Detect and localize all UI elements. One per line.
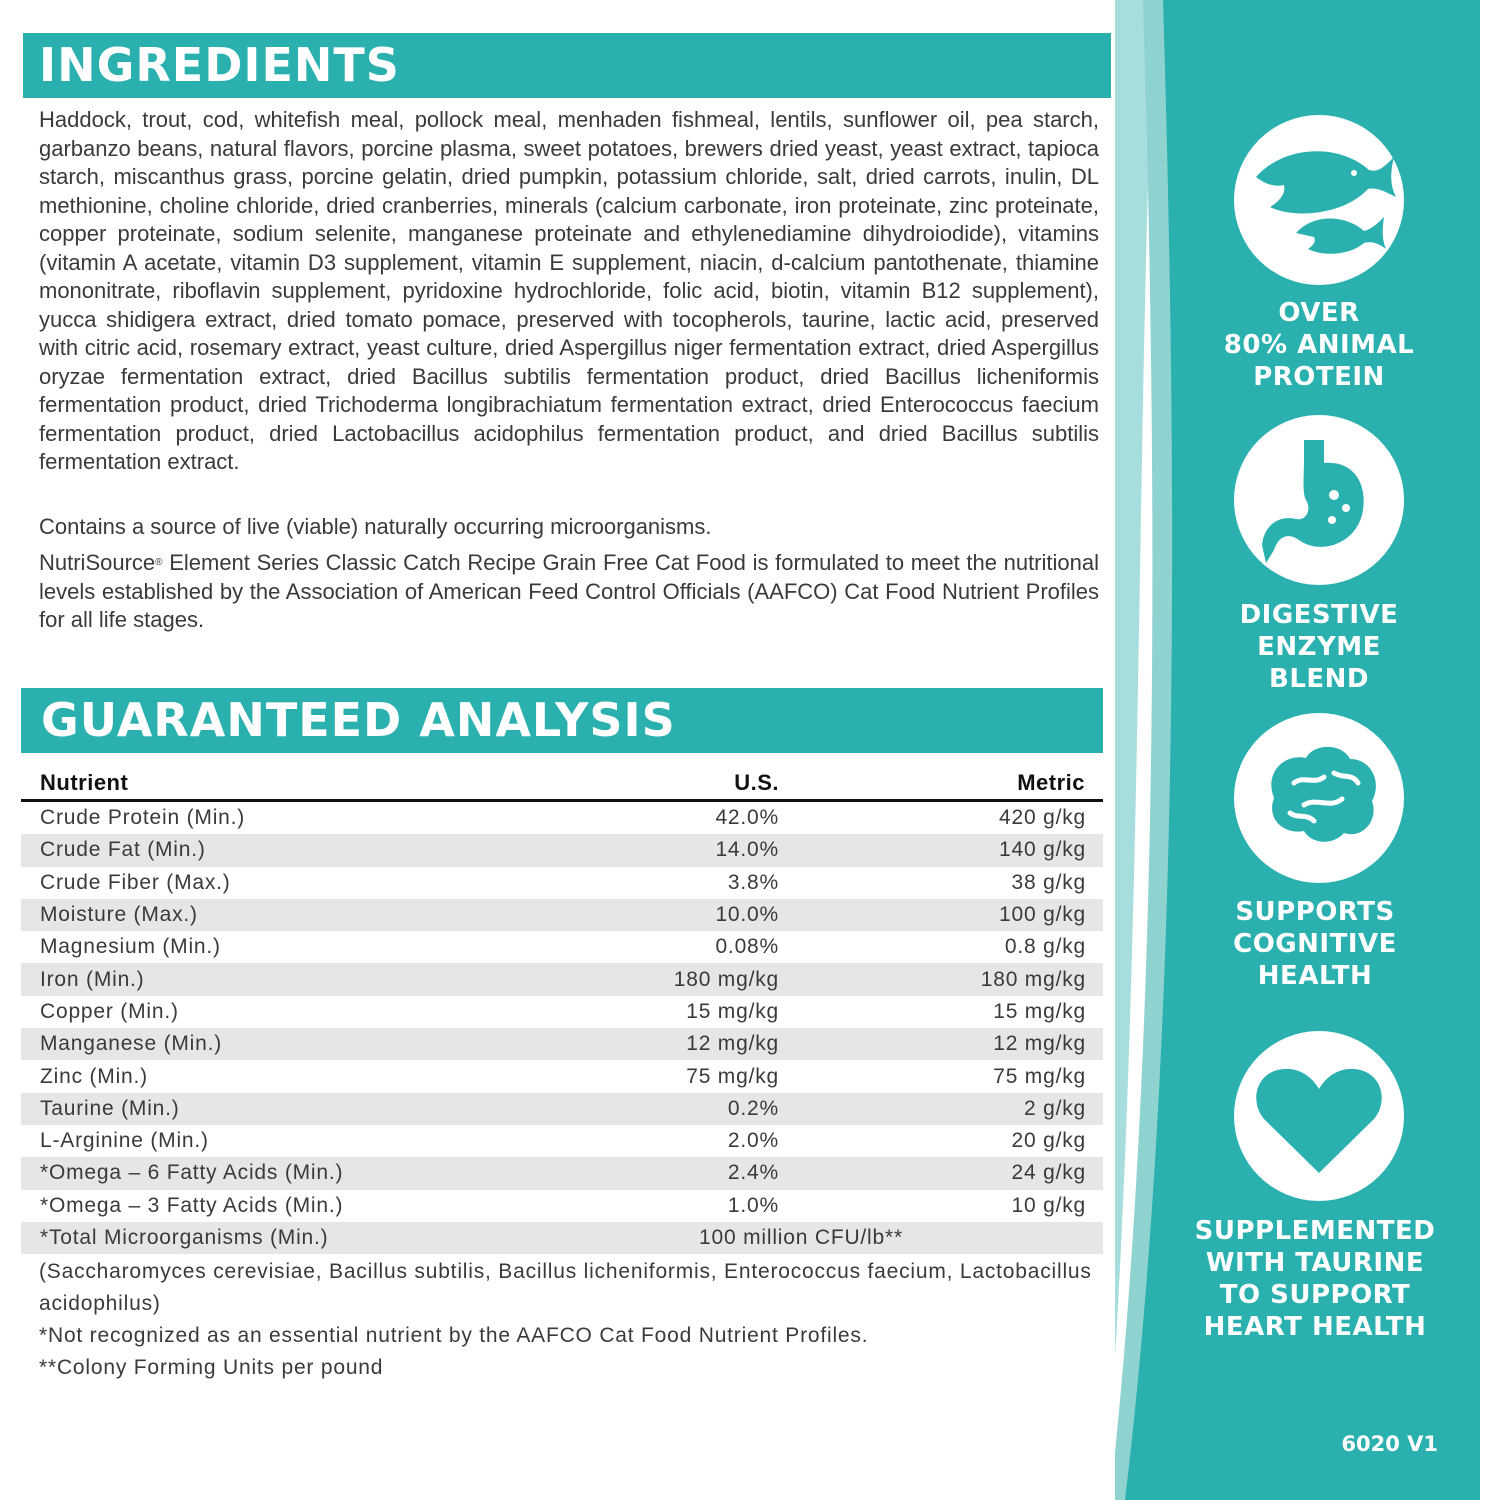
feature-label-line: SUPPLEMENTED	[1194, 1216, 1436, 1246]
stomach-icon	[1234, 415, 1404, 585]
metric-value-cell: 12 mg/kg	[779, 1028, 1103, 1060]
us-value-cell: 12 mg/kg	[600, 1028, 779, 1060]
table-row	[21, 801, 1103, 835]
heart-icon	[1234, 1031, 1404, 1201]
metric-value-cell: 24 g/kg	[779, 1157, 1103, 1189]
us-value-cell: 0.2%	[600, 1093, 779, 1125]
nutrient-cell: Moisture (Max.)	[21, 899, 600, 931]
feature-sidebar	[1115, 0, 1500, 1500]
table-row	[21, 963, 1103, 995]
ingredients-text: Haddock, trout, cod, whitefish meal, pollock meal, menhaden fishmeal, lentils, sunflower oil, pea starch, garbanzo beans, natural flavors, porcine plasma, sweet potatoes, brewers dried yeast, yeast extract, tapioca starch, miscanthus grass, porcine gelatin, dried pumpkin, potassium chloride, salt, dried carrots, inulin, DL methionine, choline chloride, dried cranberries, minerals (calcium carbonate, iron proteinate, zinc proteinate, copper proteinate, sodium selenite, manganese proteinate and ethylenediamine dihydroiodide), vitamins (vitamin A acetate, vitamin D3 supplement, vitamin E supplement, niacin, d-calcium pantothenate, thiamine mononitrate, riboflavin supplement, pyridoxine hydrochloride, folic acid, biotin, vitamin B12 supplement), yucca shidigera extract, dried tomato pomace, preserved with tocopherols, taurine, lactic acid, preserved with citric acid, rosemary extract, yeast culture, dried Aspergillus niger fermentation extract, dried Aspergillus oryzae fermentation extract, dried Bacillus subtilis fermentation product, dried Bacillus licheniformis fermentation product, dried Trichoderma longibrachiatum fermentation extract, dried Enterococcus faecium fermentation product, dried Lactobacillus acidophilus fermentation product, and dried Bacillus subtilis fermentation extract.	[39, 107, 1099, 474]
table-row	[21, 1060, 1103, 1092]
us-value-cell: 42.0%	[715, 806, 779, 830]
metric-value-cell: 180 mg/kg	[779, 963, 1103, 995]
metric-value-cell: 38 g/kg	[1011, 870, 1086, 894]
metric-value-cell: 100 g/kg	[779, 899, 1103, 931]
nutrient-column-header: Nutrient	[21, 766, 600, 801]
feature-label-line: PROTEIN	[1253, 362, 1385, 392]
nutrient-cell: Taurine (Min.)	[21, 1093, 600, 1125]
table-row	[21, 1125, 1103, 1157]
feature-label-line: COGNITIVE	[1233, 929, 1397, 959]
brand-name: NutriSource	[39, 550, 156, 575]
table-row	[21, 1157, 1103, 1189]
table-row	[21, 996, 1103, 1028]
feature-circle-cognitive	[1234, 713, 1404, 883]
cfu-footnote: **Colony Forming Units per pound	[39, 1356, 384, 1379]
metric-value-cell: 20 g/kg	[1011, 1129, 1086, 1153]
us-value-cell: 14.0%	[600, 834, 779, 866]
nutrient-cell: Copper (Min.)	[40, 999, 179, 1023]
metric-value-cell: 0.8 g/kg	[1004, 935, 1086, 959]
metric-value-cell: 2 g/kg	[779, 1093, 1103, 1125]
feature-label-line: BLEND	[1269, 664, 1369, 694]
analysis-table-body	[21, 801, 1103, 1255]
us-value-cell: 75 mg/kg	[686, 1064, 779, 1088]
nutrient-cell: Magnesium (Min.)	[40, 935, 221, 959]
table-header-row	[21, 766, 1103, 801]
fish-icon	[1234, 115, 1404, 285]
nutrient-cell: *Omega – 3 Fatty Acids (Min.)	[40, 1193, 344, 1217]
feature-label-digestive	[1119, 599, 1500, 695]
us-value-cell: 0.08%	[715, 935, 779, 959]
registered-mark: ®	[155, 557, 163, 568]
feature-label-line: DIGESTIVE	[1239, 600, 1399, 630]
us-value-cell: 15 mg/kg	[686, 999, 779, 1023]
nutrient-cell: Iron (Min.)	[21, 963, 600, 995]
ingredients-heading: INGREDIENTS	[23, 33, 1111, 98]
nutrient-cell: Crude Fat (Min.)	[21, 834, 600, 866]
aafco-footnote: *Not recognized as an essential nutrient by the AAFCO Cat Food Nutrient Profiles.	[39, 1324, 869, 1347]
us-value-cell: 2.0%	[727, 1129, 779, 1153]
feature-label-line: ENZYME	[1257, 632, 1381, 662]
us-value-cell: 2.4%	[600, 1157, 779, 1189]
product-code: 6020 V1	[1341, 1432, 1438, 1456]
aafco-statement-text: Element Series Classic Catch Recipe Grain Free Cat Food is formulated to meet the nutritional levels established by the Association of American Feed Control Officials (AAFCO) Cat Food Nutrient Profiles for all life stages.	[39, 550, 1099, 632]
table-row	[21, 834, 1103, 866]
microorganism-value-cell: 100 million CFU/lb**	[600, 1222, 1103, 1254]
feature-label-line: WITH TAURINE	[1205, 1248, 1425, 1278]
metric-value-cell: 140 g/kg	[779, 834, 1103, 866]
nutrient-cell: *Total Microorganisms (Min.)	[21, 1222, 600, 1254]
feature-circle-protein	[1234, 115, 1404, 285]
nutrient-cell: Manganese (Min.)	[21, 1028, 600, 1060]
feature-circle-digestive	[1234, 415, 1404, 585]
metric-value-cell: 15 mg/kg	[993, 999, 1086, 1023]
feature-label-line: HEART HEALTH	[1203, 1312, 1427, 1342]
feature-label-line: SUPPORTS	[1235, 897, 1395, 927]
metric-column-header: Metric	[779, 766, 1103, 801]
feature-label-heart	[1115, 1215, 1500, 1343]
table-row	[21, 867, 1103, 899]
feature-circle-heart	[1234, 1031, 1404, 1201]
us-value-cell: 10.0%	[600, 899, 779, 931]
nutrient-cell: *Omega – 6 Fatty Acids (Min.)	[21, 1157, 600, 1189]
live-microorganisms-note: Contains a source of live (viable) naturally occurring microorganisms.	[39, 514, 712, 539]
guaranteed-analysis-heading: GUARANTEED ANALYSIS	[21, 688, 1103, 753]
nutrient-cell: Zinc (Min.)	[40, 1064, 148, 1088]
table-row	[21, 1093, 1103, 1125]
brain-icon	[1234, 713, 1404, 883]
table-row	[21, 899, 1103, 931]
feature-label-line: HEALTH	[1257, 961, 1373, 991]
microorganism-species-note: (Saccharomyces cerevisiae, Bacillus subtilis, Bacillus licheniformis, Enterococcus faecium, Lactobacillus acidophilus)	[39, 1260, 1092, 1315]
table-row	[21, 1190, 1103, 1222]
feature-label-line: 80% ANIMAL	[1223, 330, 1415, 360]
table-row	[21, 931, 1103, 963]
us-value-cell: 180 mg/kg	[600, 963, 779, 995]
nutrient-cell: L-Arginine (Min.)	[40, 1129, 209, 1153]
metric-value-cell: 420 g/kg	[999, 806, 1086, 830]
metric-value-cell: 10 g/kg	[1011, 1193, 1086, 1217]
us-value-cell: 3.8%	[727, 870, 779, 894]
nutrient-cell: Crude Fiber (Max.)	[40, 870, 231, 894]
feature-label-line: TO SUPPORT	[1219, 1280, 1411, 1310]
analysis-table	[21, 766, 1103, 1254]
metric-value-cell: 75 mg/kg	[993, 1064, 1086, 1088]
us-value-cell: 1.0%	[727, 1193, 779, 1217]
us-column-header: U.S.	[600, 766, 779, 801]
feature-label-cognitive	[1115, 896, 1500, 992]
nutrient-cell: Crude Protein (Min.)	[40, 806, 246, 830]
aafco-statement	[39, 549, 1099, 635]
table-row	[21, 1222, 1103, 1254]
table-row	[21, 1028, 1103, 1060]
feature-label-protein	[1119, 297, 1500, 393]
feature-label-line: OVER	[1278, 298, 1360, 328]
